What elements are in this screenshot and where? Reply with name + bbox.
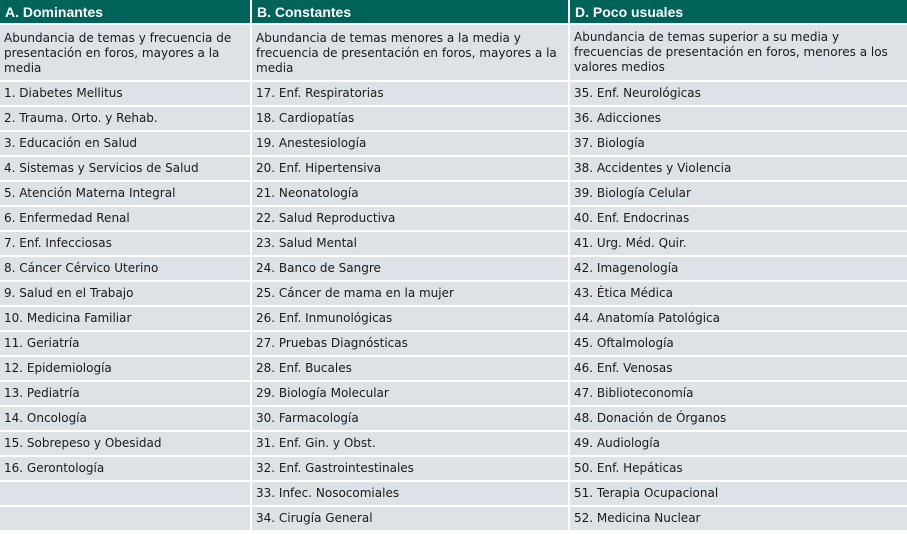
topic-cell-constantes: 22. Salud Reproductiva <box>252 207 568 232</box>
topic-cell-dominantes: 8. Cáncer Cérvico Uterino <box>0 257 250 282</box>
table-row <box>0 507 907 530</box>
topic-cell-constantes: 19. Anestesiología <box>252 132 568 157</box>
table-row <box>0 257 907 282</box>
topic-cell-poco-usuales: 40. Enf. Endocrinas <box>570 207 907 232</box>
topic-cell-dominantes: 14. Oncología <box>0 407 250 432</box>
topic-cell-constantes: 25. Cáncer de mama en la mujer <box>252 282 568 307</box>
topic-cell-poco-usuales: 41. Urg. Méd. Quir. <box>570 232 907 257</box>
topic-cell-dominantes: 4. Sistemas y Servicios de Salud <box>0 157 250 182</box>
topic-cell-constantes: 18. Cardiopatías <box>252 107 568 132</box>
topic-cell-dominantes: 6. Enfermedad Renal <box>0 207 250 232</box>
table-row <box>0 107 907 132</box>
topic-cell-poco-usuales: 35. Enf. Neurológicas <box>570 82 907 107</box>
topic-cell-poco-usuales: 43. Ética Médica <box>570 282 907 307</box>
table-row <box>0 232 907 257</box>
topic-cell-constantes: 27. Pruebas Diagnósticas <box>252 332 568 357</box>
table-row <box>0 207 907 232</box>
table-row <box>0 157 907 182</box>
topic-cell-constantes: 24. Banco de Sangre <box>252 257 568 282</box>
table-row <box>0 432 907 457</box>
table-row <box>0 307 907 332</box>
topic-cell-poco-usuales: 47. Biblioteconomía <box>570 382 907 407</box>
topic-cell-dominantes: 10. Medicina Familiar <box>0 307 250 332</box>
header-constantes: B. Constantes <box>252 0 568 25</box>
table-row <box>0 357 907 382</box>
topic-cell-poco-usuales: 48. Donación de Órganos <box>570 407 907 432</box>
topic-cell-dominantes: 13. Pediatría <box>0 382 250 407</box>
description-constantes: Abundancia de temas menores a la media y frecuencia de presentación en foros, mayores a la media <box>252 25 568 82</box>
table-row <box>0 132 907 157</box>
topic-cell-poco-usuales: 52. Medicina Nuclear <box>570 507 907 530</box>
description-dominantes: Abundancia de temas y frecuencia de presentación en foros, mayores a la media <box>0 25 250 82</box>
topic-cell-poco-usuales: 37. Biología <box>570 132 907 157</box>
topic-cell-constantes: 33. Infec. Nosocomiales <box>252 482 568 507</box>
topic-cell-poco-usuales: 39. Biología Celular <box>570 182 907 207</box>
topic-cell-poco-usuales: 42. Imagenología <box>570 257 907 282</box>
topic-cell-constantes: 31. Enf. Gin. y Obst. <box>252 432 568 457</box>
topic-cell-constantes: 28. Enf. Bucales <box>252 357 568 382</box>
topic-cell-constantes: 34. Cirugía General <box>252 507 568 530</box>
topic-cell-dominantes: 15. Sobrepeso y Obesidad <box>0 432 250 457</box>
topic-cell-poco-usuales: 46. Enf. Venosas <box>570 357 907 382</box>
header-row <box>0 0 907 25</box>
topic-cell-poco-usuales: 50. Enf. Hepáticas <box>570 457 907 482</box>
table-row <box>0 382 907 407</box>
topic-cell-dominantes <box>0 482 250 507</box>
description-poco-usuales: Abundancia de temas superior a su media y frecuencias de presentación en foros, menores a los valores medios <box>570 25 907 82</box>
table-row <box>0 457 907 482</box>
topic-cell-constantes: 29. Biología Molecular <box>252 382 568 407</box>
topic-cell-constantes: 17. Enf. Respiratorias <box>252 82 568 107</box>
topic-cell-dominantes: 5. Atención Materna Integral <box>0 182 250 207</box>
topic-cell-poco-usuales: 49. Audiología <box>570 432 907 457</box>
topic-cell-dominantes: 1. Diabetes Mellitus <box>0 82 250 107</box>
topic-cell-dominantes <box>0 507 250 530</box>
table-row <box>0 182 907 207</box>
header-poco-usuales: D. Poco usuales <box>570 0 907 25</box>
table-row <box>0 82 907 107</box>
header-dominantes: A. Dominantes <box>0 0 250 25</box>
table-row <box>0 407 907 432</box>
topic-cell-constantes: 32. Enf. Gastrointestinales <box>252 457 568 482</box>
topic-cell-dominantes: 12. Epidemiología <box>0 357 250 382</box>
topic-cell-poco-usuales: 45. Oftalmología <box>570 332 907 357</box>
topic-cell-dominantes: 2. Trauma. Orto. y Rehab. <box>0 107 250 132</box>
table-row <box>0 332 907 357</box>
topic-cell-dominantes: 11. Geriatría <box>0 332 250 357</box>
topic-cell-poco-usuales: 51. Terapia Ocupacional <box>570 482 907 507</box>
topic-cell-poco-usuales: 36. Adicciones <box>570 107 907 132</box>
topic-cell-constantes: 20. Enf. Hipertensiva <box>252 157 568 182</box>
topic-cell-constantes: 21. Neonatología <box>252 182 568 207</box>
topic-cell-constantes: 23. Salud Mental <box>252 232 568 257</box>
table-row <box>0 482 907 507</box>
topic-cell-dominantes: 9. Salud en el Trabajo <box>0 282 250 307</box>
topic-cell-dominantes: 3. Educación en Salud <box>0 132 250 157</box>
topic-cell-poco-usuales: 44. Anatomía Patológica <box>570 307 907 332</box>
topic-cell-poco-usuales: 38. Accidentes y Violencia <box>570 157 907 182</box>
topic-cell-dominantes: 7. Enf. Infecciosas <box>0 232 250 257</box>
table-row <box>0 282 907 307</box>
topic-cell-dominantes: 16. Gerontología <box>0 457 250 482</box>
topic-cell-constantes: 26. Enf. Inmunológicas <box>252 307 568 332</box>
description-row <box>0 25 907 82</box>
topic-cell-constantes: 30. Farmacología <box>252 407 568 432</box>
